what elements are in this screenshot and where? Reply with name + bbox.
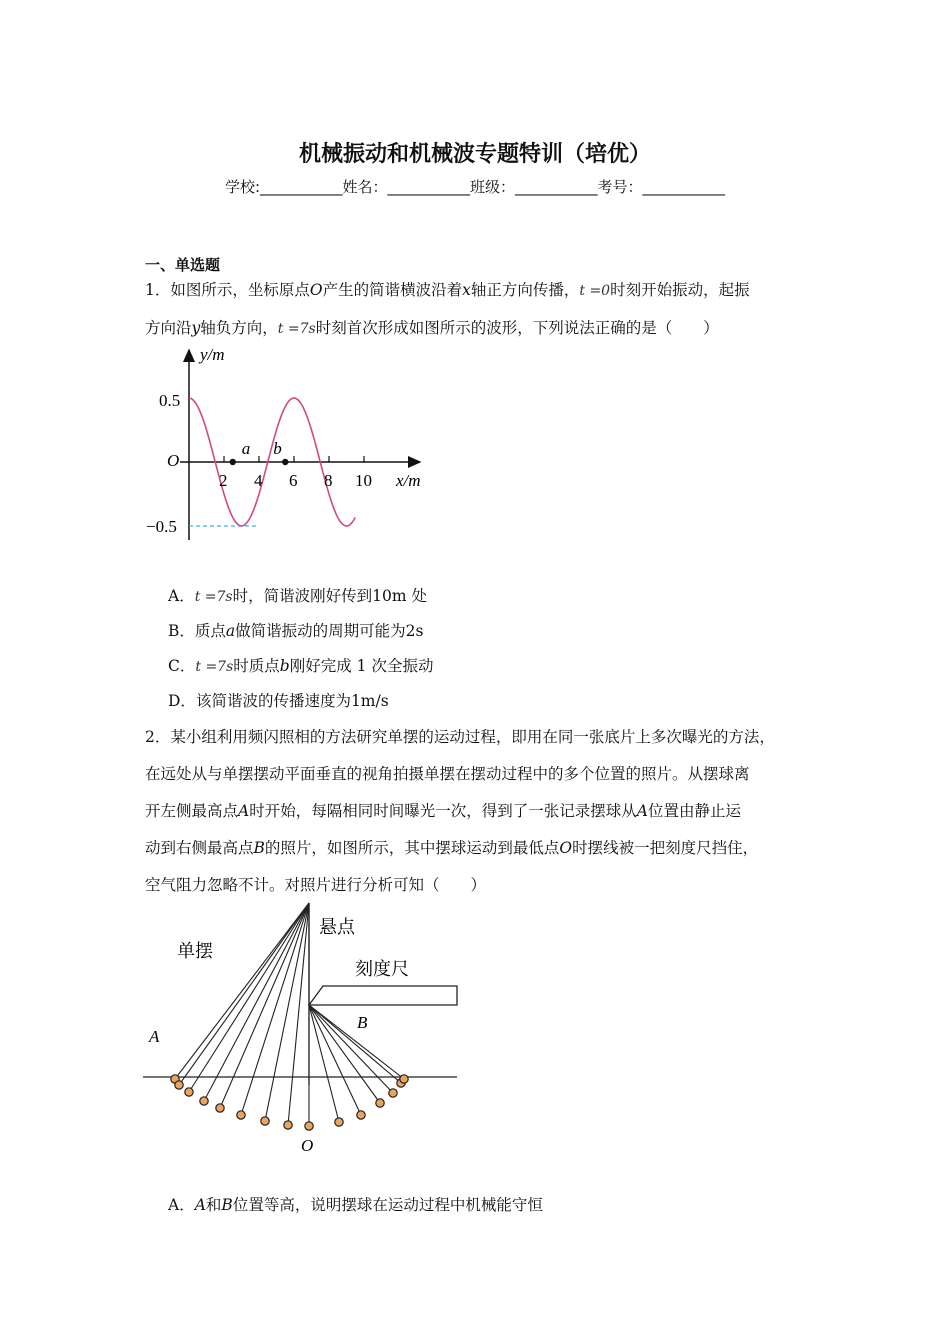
q1-stem-line-2: 方向沿y轴负方向，t =7s时刻首次形成如图所示的波形，下列说法正确的是（ ）: [145, 319, 719, 337]
pendulum-bob: [305, 1122, 313, 1130]
wave-graph: [140, 340, 440, 555]
pendulum-bob: [200, 1097, 208, 1105]
pendulum-string: [189, 903, 309, 1092]
point-A-label: A: [149, 1027, 160, 1046]
q1-option-b[interactable]: B．质点a做简谐振动的周期可能为2s: [168, 622, 424, 640]
point-O-label: O: [301, 1136, 314, 1155]
pendulum-string: [179, 903, 309, 1085]
pendulum-string: [309, 1005, 380, 1103]
pendulum-string: [309, 1005, 401, 1083]
pendulum-bob: [400, 1075, 408, 1083]
y-axis-label: y/m: [200, 345, 225, 364]
pendulum-figure: [135, 895, 465, 1155]
pendulum-bob: [335, 1118, 343, 1126]
page-title: 机械振动和机械波专题特训（培优）: [298, 142, 651, 167]
point-a-label: a: [241, 439, 251, 458]
section-heading: 一、单选题: [145, 256, 221, 274]
x-tick-label: 4: [254, 471, 263, 490]
pendulum-bob: [185, 1088, 193, 1096]
pendulum-bob: [357, 1111, 365, 1119]
pendulum-string: [309, 1005, 393, 1093]
pendulum-bob: [261, 1117, 269, 1125]
q2-option-a[interactable]: A．A和B位置等高，说明摆球在运动过程中机械能守恒: [168, 1196, 543, 1214]
q1-stem-line-1: 1．如图所示，坐标原点O产生的简谐横波沿着x轴正方向传播，t =0时刻开始振动，起振: [145, 281, 750, 299]
y-tick-pos: 0.5: [159, 391, 181, 410]
x-tick-label: 8: [324, 471, 333, 490]
q2-stem-line-4: 动到右侧最高点B的照片，如图所示，其中摆球运动到最低点O时摆线被一把刻度尺挡住，: [145, 839, 759, 857]
math-t0: t =0: [579, 283, 611, 299]
x-tick-label: 6: [289, 471, 298, 490]
pendulum-string: [309, 1005, 339, 1122]
pendulum-string: [309, 1005, 361, 1115]
point-B-label: B: [357, 1013, 368, 1032]
point-b-label: b: [273, 439, 282, 458]
q1-option-c[interactable]: C．t =7s时质点b刚好完成 1 次全振动: [168, 657, 434, 675]
origin-label: O: [167, 451, 180, 470]
q1-option-a[interactable]: A．t =7s时，简谐波刚好传到10m 处: [168, 587, 427, 605]
q2-stem-line-2: 在远处从与单摆摆动平面垂直的视角拍摄单摆在摆动过程中的多个位置的照片。从摆球离: [145, 765, 750, 783]
q1-option-d[interactable]: D．该简谐波的传播速度为1m/s: [168, 692, 389, 710]
student-info-line: 学校:___________姓名：___________班级：___________考号：___________: [224, 178, 726, 196]
x-tick-label: 10: [355, 471, 372, 490]
q2-stem-line-3: 开左侧最高点A时开始，每隔相同时间曝光一次，得到了一张记录摆球从A位置由静止运: [145, 802, 741, 820]
x-axis-label: x/m: [396, 471, 421, 490]
y-tick-neg: −0.5: [146, 517, 177, 536]
pendulum-string: [265, 903, 309, 1121]
pendulum-bob: [376, 1099, 384, 1107]
pivot-label: 悬点: [319, 917, 355, 938]
pendulum-bob: [175, 1081, 183, 1089]
pendulum-string: [175, 903, 309, 1079]
x-tick-label: 2: [219, 471, 228, 490]
ruler: [309, 986, 457, 1005]
q2-stem-line-5: 空气阻力忽略不计。对照片进行分析可知（ ）: [145, 876, 487, 894]
q2-stem-line-1: 2．某小组利用频闪照相的方法研究单摆的运动过程，即用在同一张底片上多次曝光的方法，: [145, 728, 775, 746]
pendulum-bob: [284, 1121, 292, 1129]
ruler-label: 刻度尺: [355, 959, 409, 980]
pendulum-bob: [216, 1104, 224, 1112]
point-a-marker: [230, 459, 236, 465]
math-t7: t =7s: [277, 321, 316, 337]
pendulum-label: 单摆: [177, 941, 213, 962]
pendulum-bob: [237, 1111, 245, 1119]
point-b-marker: [282, 459, 288, 465]
pendulum-bob: [389, 1089, 397, 1097]
